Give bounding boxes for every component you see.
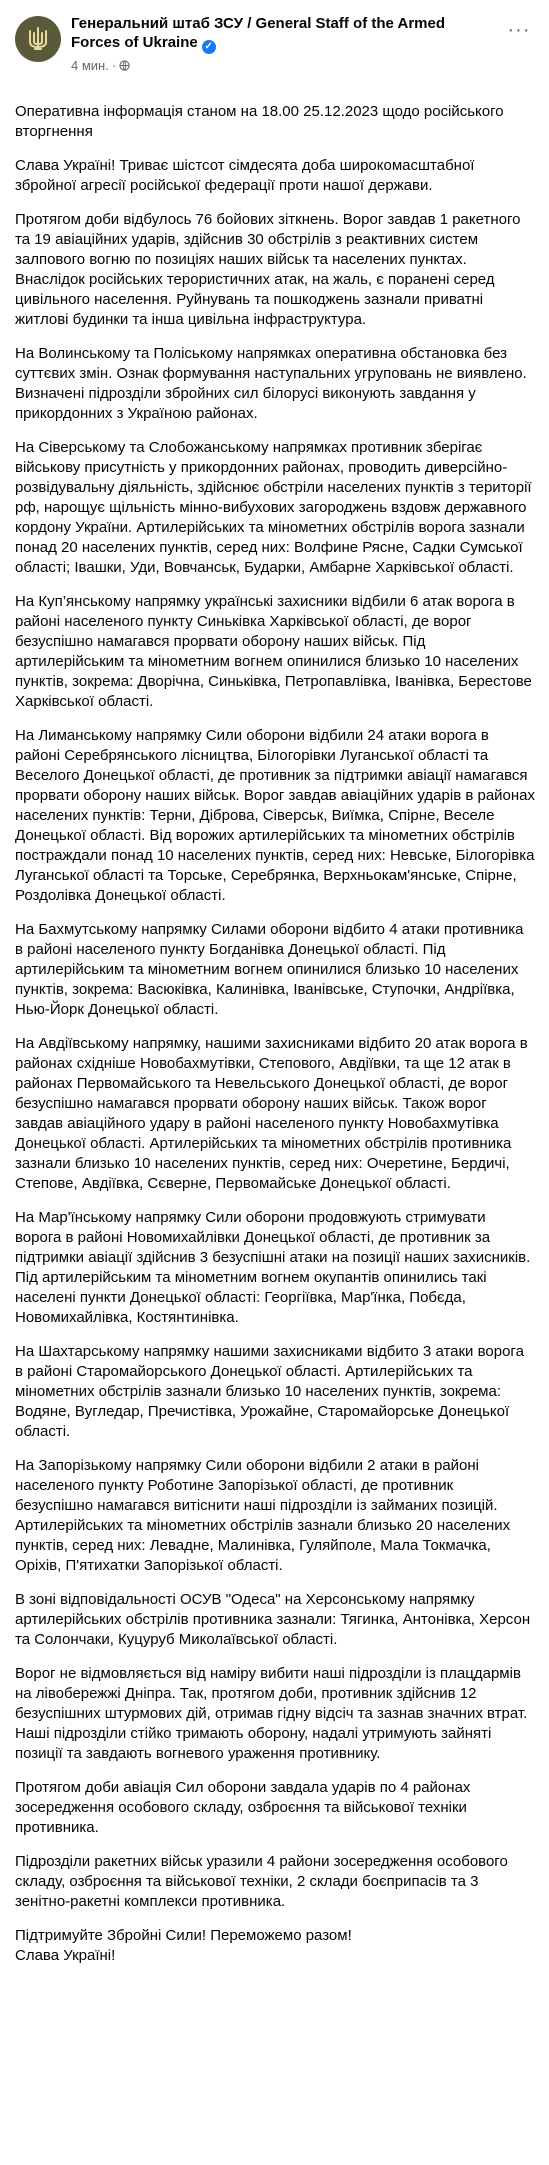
post-paragraph: В зоні відповідальності ОСУВ "Одеса" на Херсонському напрямку артилерійських обстрілів противника зазнали: Тягинка, Антонівка, Херсон та Солончаки, Куцуруб Миколаївської області. — [15, 1591, 531, 1648]
globe-icon — [119, 60, 130, 71]
trident-logo-icon — [24, 25, 52, 53]
post-paragraph: На Запорізькому напрямку Сили оборони відбили 2 атаки в районі населеного пункту Роботине Запорізької області, де противник безуспішно намагався витіснити наші підрозділи із займаних позицій. Артилерійських та мінометних обстрілів зазнали близько 20 населених пунктів, серед них: Левадне, Малинівка, Гуляйполе, Мала Токмачка, Оріхів, П'ятихатки Запорізької області. — [15, 1457, 511, 1574]
verified-badge-icon: ✓ — [202, 40, 216, 54]
post-paragraph: На Волинському та Поліському напрямках оперативна обстановка без суттєвих змін. Ознак формування наступальних угруповань не виявлено. Визначені підрозділи збройних сил білорусі виконують завдання у прикордонних з Україною районах. — [15, 345, 527, 422]
post-paragraph: На Лиманському напрямку Сили оборони відбили 24 атаки ворога в районі Серебрянського лісництва, Білогорівки Луганської області та Веселого Донецької області, де противник за підтримки авіації намагався прорвати оборону наших військ. Ворог завдав авіаційних ударів в районах населених пунктів: Терни, Діброва, Сіверськ, Виїмка, Спірне, Веселе Донецької області. Від ворожих артилерійських та мінометних обстрілів постраждали понад 10 населених пунктів, серед них: Невське, Білогорівка Луганської області та Торське, Серебрянка, Верхньокам'янське, Спірне, Роздолівка Донецької області. — [15, 727, 536, 904]
post-paragraph: Протягом доби авіація Сил оборони завдала ударів по 4 районах зосередження особового складу, озброєння та військової техніки противника. — [15, 1779, 471, 1836]
post-meta — [71, 58, 130, 74]
author-name-text[interactable]: Генеральний штаб ЗСУ / General Staff of the Armed Forces of Ukraine — [71, 15, 446, 51]
post-paragraph: Підтримуйте Збройні Сили! Переможемо разом! Слава Україні! — [15, 1927, 352, 1964]
post-paragraph: На Куп’янському напрямку українські захисники відбили 6 атак ворога в районі населеного пункту Синьківка Харківської області, де ворог безуспішно намагався прорвати оборону наших військ. Під артилерійським та мінометним вогнем опинилися близько 10 населених пунктів, зокрема: Дворічна, Синьківка, Петропавлівка, Іванівка, Берестове Харківської області. — [15, 593, 532, 710]
post-paragraph: На Сіверському та Слобожанському напрямках противник зберігає військову присутність у прикордонних районах, проводить диверсійно-розвідувальну діяльність, здійснює обстріли населених пунктів з території рф, нарощує щільність мінно-вибухових загороджень вздовж державного кордону України. Артилерійських та мінометних обстрілів ворога зазнали понад 20 населених пунктів, серед них: Волфине Рясне, Садки Сумської області; Івашки, Уди, Вовчанськ, Бударки, Амбарне Харківської області. — [15, 439, 532, 576]
post-paragraph: Підрозділи ракетних військ уразили 4 райони зосередження особового складу, озброєння та військової техніки, 2 склади боєприпасів та 3 зенітно-ракетні комплекси противника. — [15, 1853, 508, 1910]
page-avatar[interactable] — [15, 16, 61, 62]
post-time[interactable]: 4 мин. — [71, 58, 109, 73]
meta-separator: · — [111, 58, 117, 73]
post-header — [15, 14, 535, 78]
post-paragraph: На Авдіївському напрямку, нашими захисниками відбито 20 атак ворога в районах східніше Новобахмутівки, Степового, Авдіївки, та ще 12 атак в районах Первомайського та Невельського Донецької області, де ворог безуспішно намагався прорвати оборону наших військ. Також ворог завдав авіаційного удару в районі населеного пункту Новобахмутівка Донецької області. Артилерійських та мінометних обстрілів противника зазнали близько 10 населених пунктів, серед них: Очеретине, Бердичі, Степове, Авдіївка, Сєверне, Первомайське Донецької області. — [15, 1035, 528, 1192]
post-paragraph: На Мар'їнському напрямку Сили оборони продовжують стримувати ворога в районі Новомихайлівки Донецької області, де противник за підтримки авіації здійснив 3 безуспішні атаки на позиції наших захисників. Під артилерійським та мінометним вогнем окупантів опинились такі населені пункти Донецької області: Георгіївка, Мар'їнка, Побєда, Новомихайлівка, Костянтинівка. — [15, 1209, 531, 1326]
post-paragraph: На Шахтарському напрямку нашими захисниками відбито 3 атаки ворога в районі Старомайорського Донецької області. Артилерійських та мінометних обстрілів зазнали близько 10 населених пунктів, зокрема: Водяне, Вугледар, Пречистівка, Урожайне, Старомайорське Донецької області. — [15, 1343, 524, 1440]
post-paragraph: Слава Україні! Триває шістсот сімдесята доба широкомасштабної збройної агресії російської федерації проти нашої держави. — [15, 157, 475, 194]
post-paragraph: Протягом доби відбулось 76 бойових зіткнень. Ворог завдав 1 ракетного та 19 авіаційних ударів, здійснив 30 обстрілів з реактивних систем залпового вогню по позиціях наших військ та населених пунктах. Внаслідок російських терористичних атак, на жаль, є поранені серед цивільного населення. Руйнувань та пошкоджень зазнали приватні житлові будинки та інша цивільна інфраструктура. — [15, 211, 521, 328]
post-body — [15, 102, 535, 1980]
post-paragraph: На Бахмутському напрямку Силами оборони відбито 4 атаки противника в районі населеного пункту Богданівка Донецької області. Під артилерійським та мінометним вогнем опинилися близько 10 населених пунктів, зокрема: Васюківка, Калинівка, Іванівське, Ступочки, Андріївка, Нью-Йорк Донецької області. — [15, 921, 524, 1018]
author-name[interactable] — [71, 14, 491, 54]
post-paragraph: Оперативна інформація станом на 18.00 25.12.2023 щодо російського вторгнення — [15, 103, 504, 140]
more-options-button[interactable]: ··· — [507, 19, 531, 41]
post-paragraph: Ворог не відмовляється від наміру вибити наші підрозділи із плацдармів на лівобережжі Дніпра. Так, протягом доби, противник здійснив 12 безуспішних штурмових дій, отримав гідну відсіч та зазнав значних втрат. Наші підрозділи стійко тримають оборону, надалі утримують зайняті позиції та завдають вогневого ураження противнику. — [15, 1665, 528, 1762]
